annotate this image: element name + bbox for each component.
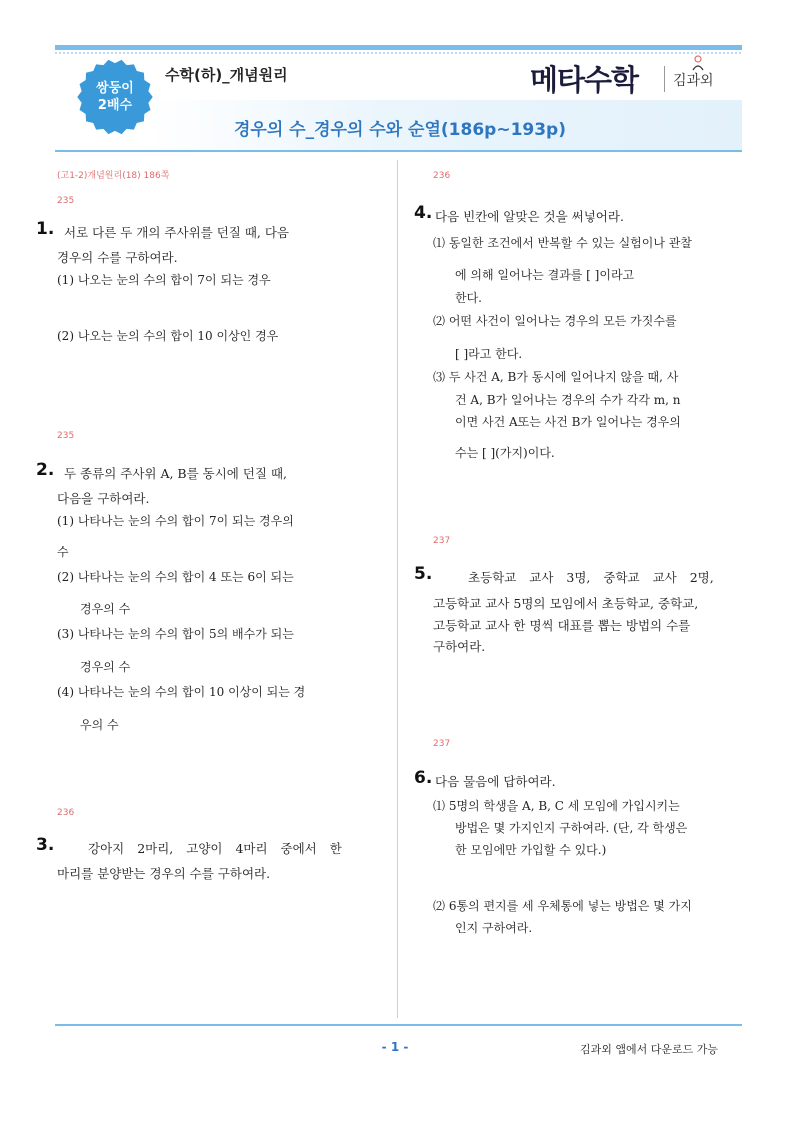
q6-part-2-line-2: 인지 구하여라. (455, 921, 533, 935)
q4-part-3-line-1: ⑶ 두 사건 A, B가 동시에 일어나지 않을 때, 사 (433, 370, 679, 384)
q4-intro: 다음 빈칸에 알맞은 것을 써넣어라. (435, 209, 624, 224)
download-note: 김과외 앱에서 다운로드 가능 (580, 1043, 719, 1056)
q1-number: 1. (36, 219, 55, 239)
q2-part-1-line-2: 수 (57, 545, 69, 559)
q4-part-2-line-2: [ ]라고 한다. (455, 347, 523, 361)
footer-rule (55, 1024, 742, 1026)
q4-part-3-line-4: 수는 [ ](가지)이다. (455, 446, 555, 460)
brand-logo: 메타수학 (530, 63, 639, 97)
q5-number: 5. (414, 564, 433, 584)
q1-page-ref: 235 (57, 196, 75, 206)
q1-part-2: (2) 나오는 눈의 수의 합이 10 이상인 경우 (57, 329, 279, 343)
q4-part-2-line-1: ⑵ 어떤 사건이 일어나는 경우의 모든 가짓수를 (433, 314, 677, 328)
q6-part-1-line-3: 한 모임에만 가입할 수 있다.) (455, 843, 607, 857)
header-bottom-rule (55, 150, 742, 152)
q3-line-2: 마리를 분양받는 경우의 수를 구하여라. (57, 866, 271, 881)
brand-separator (664, 66, 665, 92)
q2-part-4-line-2: 우의 수 (80, 718, 119, 732)
q5-line-4: 구하여라. (433, 639, 486, 654)
q6-page-ref: 237 (433, 739, 451, 749)
q4-part-3-line-2: 건 A, B가 일어나는 경우의 수가 각각 m, n (455, 393, 681, 407)
source-reference: (고1-2)개념원리(18) 186쪽 (57, 171, 170, 181)
q5-line-2: 고등학교 교사 5명의 모임에서 초등학교, 중학교, (433, 596, 699, 611)
partner-logo: 김과외 (673, 73, 714, 89)
page-title: 경우의 수_경우의 수와 순열(186p~193p) (234, 120, 566, 140)
q4-part-1-line-2: 에 의해 일어나는 결과를 [ ]이라고 (455, 268, 635, 282)
q2-part-1-line-1: (1) 나타나는 눈의 수의 합이 7이 되는 경우의 (57, 514, 294, 528)
q4-page-ref: 236 (433, 171, 451, 181)
q2-part-3-line-2: 경우의 수 (80, 660, 131, 674)
q2-line-1: 두 종류의 주사위 A, B를 동시에 던질 때, (64, 466, 288, 481)
q6-intro: 다음 물음에 답하여라. (435, 774, 556, 789)
q6-part-1-line-1: ⑴ 5명의 학생을 A, B, C 세 모임에 가입시키는 (433, 799, 680, 813)
page-number: - 1 - (381, 1040, 409, 1054)
person-icon (691, 55, 705, 71)
column-divider (397, 160, 398, 1018)
q6-part-1-line-2: 방법은 몇 가지인지 구하여라. (단, 각 학생은 (455, 821, 688, 835)
q4-part-1-line-1: ⑴ 동일한 조건에서 반복할 수 있는 실험이나 관찰 (433, 236, 692, 250)
q1-part-1: (1) 나오는 눈의 수의 합이 7이 되는 경우 (57, 273, 271, 287)
q1-line-2: 경우의 수를 구하여라. (57, 250, 178, 265)
badge-label (74, 80, 156, 114)
q3-number: 3. (36, 835, 55, 855)
q4-part-3-line-3: 이면 사건 A또는 사건 B가 일어나는 경우의 (455, 415, 681, 429)
q2-part-2-line-1: (2) 나타나는 눈의 수의 합이 4 또는 6이 되는 (57, 570, 294, 584)
q2-part-3-line-1: (3) 나타나는 눈의 수의 합이 5의 배수가 되는 (57, 627, 294, 641)
badge-line-1: 쌍둥이 (96, 81, 134, 96)
q6-part-2-line-1: ⑵ 6통의 편지를 세 우체통에 넣는 방법은 몇 가지 (433, 899, 692, 913)
header-top-rule (55, 45, 742, 50)
badge-line-2: 2배수 (97, 98, 133, 113)
q3-page-ref: 236 (57, 808, 75, 818)
q2-number: 2. (36, 460, 55, 480)
q2-line-2: 다음을 구하여라. (57, 491, 150, 506)
q2-page-ref: 235 (57, 431, 75, 441)
q2-part-4-line-1: (4) 나타나는 눈의 수의 합이 10 이상이 되는 경 (57, 685, 306, 699)
subject-label: 수학(하)_개념원리 (165, 66, 288, 84)
q5-page-ref: 237 (433, 536, 451, 546)
header-dotted-rule (55, 52, 742, 54)
q4-part-1-line-3: 한다. (455, 291, 482, 305)
q2-part-2-line-2: 경우의 수 (80, 602, 131, 616)
q5-line-1: 초등학교 교사 3명, 중학교 교사 2명, (468, 570, 714, 585)
q4-number: 4. (414, 203, 433, 223)
q1-line-1: 서로 다른 두 개의 주사위를 던질 때, 다음 (64, 225, 289, 240)
q6-number: 6. (414, 768, 433, 788)
q3-line-1: 강아지 2마리, 고양이 4마리 중에서 한 (88, 841, 342, 856)
q5-line-3: 고등학교 교사 한 명씩 대표를 뽑는 방법의 수를 (433, 618, 691, 633)
